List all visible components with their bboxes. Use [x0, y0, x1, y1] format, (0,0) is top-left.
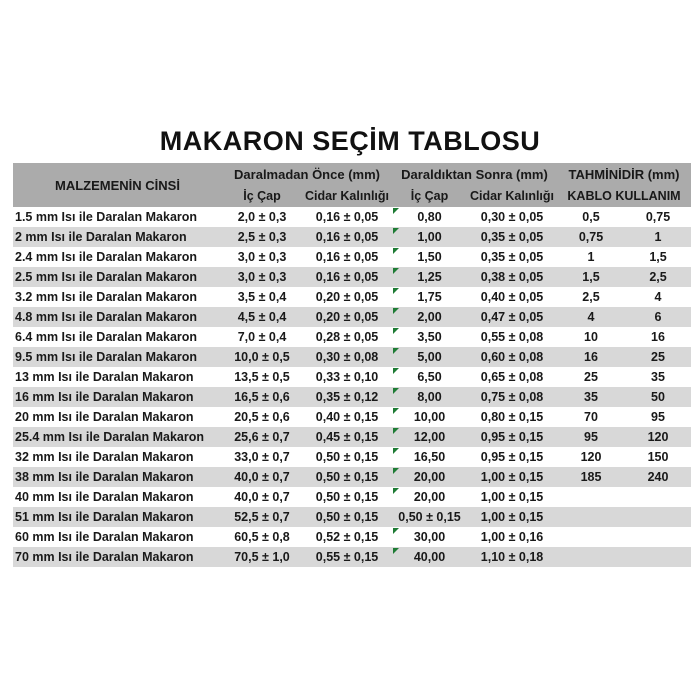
table-body: [13, 207, 691, 567]
cell-note-flag-icon: [393, 428, 399, 434]
post-shrink-inner-diameter-cell: [392, 467, 467, 487]
post-shrink-inner-diameter-value: 0,80: [417, 210, 442, 224]
pre-shrink-inner-diameter-cell: 10,0 ± 0,5: [234, 350, 290, 364]
table-row: [13, 487, 691, 507]
header-wall-thickness-after: Cidar Kalınlığı: [467, 185, 557, 207]
cell-note-flag-icon: [393, 408, 399, 414]
cable-cell: 10: [584, 330, 598, 344]
usage-cell: 120: [647, 430, 669, 444]
cable-cell: 25: [584, 370, 598, 384]
pre-shrink-inner-diameter-cell: 70,5 ± 1,0: [234, 550, 290, 564]
material-cell: 1.5 mm Isı ile Daralan Makaron: [15, 210, 198, 224]
table-row: [13, 287, 691, 307]
cell-note-flag-icon: [393, 348, 399, 354]
post-shrink-inner-diameter-cell: [392, 287, 467, 307]
cell-note-flag-icon: [393, 208, 399, 214]
cable-cell: [557, 487, 625, 507]
cell-note-flag-icon: [393, 448, 399, 454]
usage-cell: [625, 487, 691, 507]
makaron-selection-table: [13, 163, 691, 567]
cable-cell: 16: [584, 350, 598, 364]
table-row: [13, 347, 691, 367]
post-shrink-inner-diameter-value: 12,00: [413, 430, 446, 444]
pre-shrink-inner-diameter-cell: 60,5 ± 0,8: [234, 530, 290, 544]
header-wall-thickness-before: Cidar Kalınlığı: [302, 185, 392, 207]
pre-shrink-wall-thickness-cell: 0,33 ± 0,10: [315, 370, 379, 384]
post-shrink-wall-thickness-cell: 1,00 ± 0,15: [480, 470, 544, 484]
post-shrink-inner-diameter-value: 16,50: [413, 450, 446, 464]
post-shrink-inner-diameter-cell: [392, 447, 467, 467]
pre-shrink-inner-diameter-cell: 2,5 ± 0,3: [237, 230, 287, 244]
post-shrink-inner-diameter-value: 3,50: [417, 330, 442, 344]
usage-cell: [625, 507, 691, 527]
cell-note-flag-icon: [393, 528, 399, 534]
pre-shrink-inner-diameter-cell: 4,5 ± 0,4: [237, 310, 287, 324]
cable-cell: 120: [580, 450, 602, 464]
post-shrink-inner-diameter-cell: [392, 227, 467, 247]
usage-cell: 6: [654, 310, 662, 324]
table-row: [13, 307, 691, 327]
cell-note-flag-icon: [393, 268, 399, 274]
pre-shrink-wall-thickness-cell: 0,28 ± 0,05: [315, 330, 379, 344]
usage-cell: 95: [651, 410, 665, 424]
pre-shrink-wall-thickness-cell: 0,30 ± 0,08: [315, 350, 379, 364]
pre-shrink-wall-thickness-cell: 0,16 ± 0,05: [315, 210, 379, 224]
material-cell: 32 mm Isı ile Daralan Makaron: [15, 450, 194, 464]
post-shrink-wall-thickness-cell: 0,95 ± 0,15: [480, 450, 544, 464]
pre-shrink-inner-diameter-cell: 7,0 ± 0,4: [237, 330, 287, 344]
material-cell: 25.4 mm Isı ile Daralan Makaron: [15, 430, 204, 444]
cable-cell: 95: [584, 430, 598, 444]
post-shrink-inner-diameter-value: 1,00: [417, 230, 442, 244]
post-shrink-wall-thickness-cell: 0,30 ± 0,05: [480, 210, 544, 224]
post-shrink-inner-diameter-value: 5,00: [417, 350, 442, 364]
pre-shrink-wall-thickness-cell: 0,50 ± 0,15: [315, 490, 379, 504]
post-shrink-wall-thickness-cell: 0,65 ± 0,08: [480, 370, 544, 384]
cable-cell: 0,75: [578, 230, 604, 244]
post-shrink-inner-diameter-cell: [392, 527, 467, 547]
usage-cell: 240: [647, 470, 669, 484]
cable-cell: 0,5: [582, 210, 600, 224]
post-shrink-inner-diameter-cell: [392, 387, 467, 407]
material-cell: 60 mm Isı ile Daralan Makaron: [15, 530, 194, 544]
post-shrink-inner-diameter-value: 8,00: [417, 390, 442, 404]
table-row: [13, 527, 691, 547]
pre-shrink-wall-thickness-cell: 0,50 ± 0,15: [315, 470, 379, 484]
table-row: [13, 427, 691, 447]
cable-cell: 70: [584, 410, 598, 424]
table-row: [13, 547, 691, 567]
post-shrink-wall-thickness-cell: 1,00 ± 0,15: [480, 490, 544, 504]
pre-shrink-inner-diameter-cell: 3,0 ± 0,3: [237, 270, 287, 284]
pre-shrink-wall-thickness-cell: 0,16 ± 0,05: [315, 230, 379, 244]
post-shrink-inner-diameter-cell: [392, 487, 467, 507]
post-shrink-wall-thickness-cell: 0,60 ± 0,08: [480, 350, 544, 364]
post-shrink-wall-thickness-cell: 0,47 ± 0,05: [480, 310, 544, 324]
post-shrink-wall-thickness-cell: 1,00 ± 0,15: [480, 510, 544, 524]
cell-note-flag-icon: [393, 288, 399, 294]
pre-shrink-inner-diameter-cell: 16,5 ± 0,6: [234, 390, 290, 404]
material-cell: 16 mm Isı ile Daralan Makaron: [15, 390, 194, 404]
post-shrink-inner-diameter-value: 30,00: [413, 530, 446, 544]
cable-cell: [557, 547, 625, 567]
post-shrink-inner-diameter-value: 1,25: [417, 270, 442, 284]
pre-shrink-wall-thickness-cell: 0,35 ± 0,12: [315, 390, 379, 404]
post-shrink-inner-diameter-value: 6,50: [417, 370, 442, 384]
post-shrink-inner-diameter-cell: [392, 507, 467, 527]
post-shrink-inner-diameter-cell: [392, 247, 467, 267]
material-cell: 6.4 mm Isı ile Daralan Makaron: [15, 330, 198, 344]
cell-note-flag-icon: [393, 308, 399, 314]
cable-cell: 185: [580, 470, 602, 484]
cable-cell: 1: [587, 250, 595, 264]
pre-shrink-wall-thickness-cell: 0,52 ± 0,15: [315, 530, 379, 544]
pre-shrink-wall-thickness-cell: 0,20 ± 0,05: [315, 310, 379, 324]
table-row: [13, 327, 691, 347]
usage-cell: 50: [651, 390, 665, 404]
cable-cell: [557, 507, 625, 527]
pre-shrink-inner-diameter-cell: 13,5 ± 0,5: [234, 370, 290, 384]
pre-shrink-inner-diameter-cell: 52,5 ± 0,7: [234, 510, 290, 524]
cell-note-flag-icon: [393, 468, 399, 474]
post-shrink-inner-diameter-cell: [392, 327, 467, 347]
pre-shrink-wall-thickness-cell: 0,20 ± 0,05: [315, 290, 379, 304]
cable-cell: 35: [584, 390, 598, 404]
usage-cell: 25: [651, 350, 665, 364]
material-cell: 38 mm Isı ile Daralan Makaron: [15, 470, 194, 484]
header-cable-usage: KABLO KULLANIM: [557, 185, 691, 207]
pre-shrink-wall-thickness-cell: 0,50 ± 0,15: [315, 450, 379, 464]
table-row: [13, 367, 691, 387]
post-shrink-inner-diameter-value: 40,00: [413, 550, 446, 564]
pre-shrink-inner-diameter-cell: 3,0 ± 0,3: [237, 250, 287, 264]
pre-shrink-wall-thickness-cell: 0,16 ± 0,05: [315, 270, 379, 284]
post-shrink-inner-diameter-cell: [392, 307, 467, 327]
post-shrink-inner-diameter-value: 2,00: [417, 310, 442, 324]
material-cell: 51 mm Isı ile Daralan Makaron: [15, 510, 194, 524]
table-row: [13, 267, 691, 287]
page-title: MAKARON SEÇİM TABLOSU: [159, 126, 541, 156]
pre-shrink-wall-thickness-cell: 0,45 ± 0,15: [315, 430, 379, 444]
pre-shrink-inner-diameter-cell: 3,5 ± 0,4: [237, 290, 287, 304]
usage-cell: 1: [654, 230, 662, 244]
pre-shrink-wall-thickness-cell: 0,16 ± 0,05: [315, 250, 379, 264]
cell-note-flag-icon: [393, 248, 399, 254]
post-shrink-inner-diameter-cell: [392, 427, 467, 447]
post-shrink-wall-thickness-cell: 0,75 ± 0,08: [480, 390, 544, 404]
pre-shrink-wall-thickness-cell: 0,40 ± 0,15: [315, 410, 379, 424]
post-shrink-wall-thickness-cell: 0,55 ± 0,08: [480, 330, 544, 344]
table-header: [13, 163, 691, 207]
header-material: MALZEMENİN CİNSİ: [13, 163, 222, 207]
cell-note-flag-icon: [393, 328, 399, 334]
post-shrink-wall-thickness-cell: 0,38 ± 0,05: [480, 270, 544, 284]
material-cell: 2 mm Isı ile Daralan Makaron: [15, 230, 187, 244]
post-shrink-wall-thickness-cell: 0,35 ± 0,05: [480, 250, 544, 264]
post-shrink-inner-diameter-value: 0,50 ± 0,15: [398, 510, 461, 524]
post-shrink-inner-diameter-value: 20,00: [413, 490, 446, 504]
table-row: [13, 207, 691, 227]
pre-shrink-inner-diameter-cell: 40,0 ± 0,7: [234, 470, 290, 484]
material-cell: 4.8 mm Isı ile Daralan Makaron: [15, 310, 198, 324]
usage-cell: 0,75: [645, 210, 671, 224]
post-shrink-wall-thickness-cell: 1,00 ± 0,16: [480, 530, 544, 544]
post-shrink-wall-thickness-cell: 0,95 ± 0,15: [480, 430, 544, 444]
cable-cell: 4: [587, 310, 595, 324]
post-shrink-inner-diameter-cell: [392, 367, 467, 387]
material-cell: 3.2 mm Isı ile Daralan Makaron: [15, 290, 198, 304]
post-shrink-inner-diameter-value: 10,00: [413, 410, 446, 424]
cell-note-flag-icon: [393, 388, 399, 394]
post-shrink-inner-diameter-value: 20,00: [413, 470, 446, 484]
post-shrink-wall-thickness-cell: 1,10 ± 0,18: [480, 550, 544, 564]
table-row: [13, 407, 691, 427]
pre-shrink-inner-diameter-cell: 25,6 ± 0,7: [234, 430, 290, 444]
usage-cell: [625, 527, 691, 547]
header-group-after-shrink: Daraldıktan Sonra (mm): [392, 163, 557, 185]
material-cell: 70 mm Isı ile Daralan Makaron: [15, 550, 194, 564]
header-group-estimate: TAHMİNİDİR (mm): [557, 163, 691, 185]
material-cell: 13 mm Isı ile Daralan Makaron: [15, 370, 194, 384]
material-cell: 40 mm Isı ile Daralan Makaron: [15, 490, 194, 504]
table-row: [13, 247, 691, 267]
post-shrink-wall-thickness-cell: 0,80 ± 0,15: [480, 410, 544, 424]
usage-cell: 1,5: [649, 250, 667, 264]
header-group-row: [13, 163, 691, 185]
post-shrink-inner-diameter-cell: [392, 207, 467, 227]
material-cell: 2.5 mm Isı ile Daralan Makaron: [15, 270, 198, 284]
table-row: [13, 507, 691, 527]
pre-shrink-wall-thickness-cell: 0,50 ± 0,15: [315, 510, 379, 524]
material-cell: 9.5 mm Isı ile Daralan Makaron: [15, 350, 198, 364]
usage-cell: 35: [651, 370, 665, 384]
usage-cell: [625, 547, 691, 567]
cell-note-flag-icon: [393, 228, 399, 234]
cell-note-flag-icon: [393, 368, 399, 374]
post-shrink-wall-thickness-cell: 0,35 ± 0,05: [480, 230, 544, 244]
post-shrink-inner-diameter-value: 1,50: [417, 250, 442, 264]
cell-note-flag-icon: [393, 488, 399, 494]
usage-cell: 16: [651, 330, 665, 344]
pre-shrink-inner-diameter-cell: 33,0 ± 0,7: [234, 450, 290, 464]
usage-cell: 4: [654, 290, 662, 304]
pre-shrink-wall-thickness-cell: 0,55 ± 0,15: [315, 550, 379, 564]
table-row: [13, 467, 691, 487]
post-shrink-inner-diameter-cell: [392, 347, 467, 367]
pre-shrink-inner-diameter-cell: 20,5 ± 0,6: [234, 410, 290, 424]
table-row: [13, 447, 691, 467]
post-shrink-inner-diameter-cell: [392, 547, 467, 567]
pre-shrink-inner-diameter-cell: 40,0 ± 0,7: [234, 490, 290, 504]
table-row: [13, 387, 691, 407]
cable-cell: 2,5: [582, 290, 600, 304]
post-shrink-inner-diameter-cell: [392, 407, 467, 427]
material-cell: 2.4 mm Isı ile Daralan Makaron: [15, 250, 198, 264]
header-inner-diameter-before: İç Çap: [222, 185, 302, 207]
table-row: [13, 227, 691, 247]
post-shrink-inner-diameter-cell: [392, 267, 467, 287]
header-inner-diameter-after: İç Çap: [392, 185, 467, 207]
post-shrink-inner-diameter-value: 1,75: [417, 290, 442, 304]
cable-cell: 1,5: [582, 270, 600, 284]
usage-cell: 150: [647, 450, 669, 464]
header-group-before-shrink: Daralmadan Önce (mm): [222, 163, 392, 185]
usage-cell: 2,5: [649, 270, 667, 284]
material-cell: 20 mm Isı ile Daralan Makaron: [15, 410, 194, 424]
cable-cell: [557, 527, 625, 547]
pre-shrink-inner-diameter-cell: 2,0 ± 0,3: [237, 210, 287, 224]
cell-note-flag-icon: [393, 548, 399, 554]
post-shrink-wall-thickness-cell: 0,40 ± 0,05: [480, 290, 544, 304]
